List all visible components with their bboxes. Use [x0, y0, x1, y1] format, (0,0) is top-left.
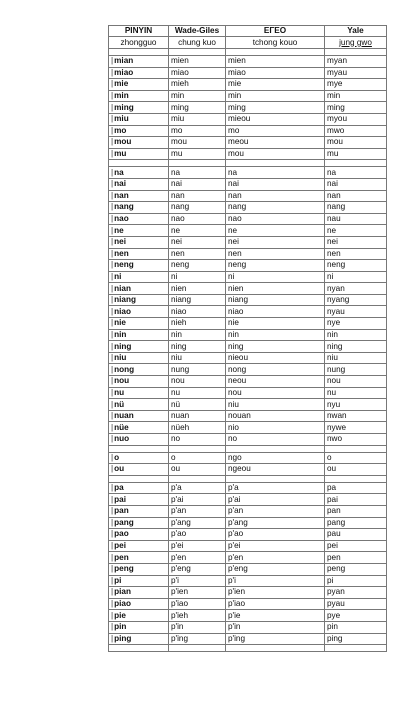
cell-wade-giles: p'en — [169, 552, 226, 564]
cell-yale: nyan — [325, 283, 387, 295]
table-row — [109, 113, 387, 125]
cell-efeo: nan — [226, 190, 325, 202]
cell-wade-giles: p'ing — [169, 633, 226, 645]
table-row — [109, 125, 387, 137]
separator-cell — [226, 160, 325, 167]
cell-efeo: ni — [226, 271, 325, 283]
cell-yale: myau — [325, 67, 387, 79]
cell-wade-giles: ou — [169, 464, 226, 476]
separator-cell — [169, 445, 226, 452]
cell-efeo: p'ao — [226, 529, 325, 541]
table-row — [109, 137, 387, 149]
cell-yale: pen — [325, 552, 387, 564]
separator-cell — [169, 160, 226, 167]
cell-pinyin: | nian — [109, 283, 169, 295]
cell-yale: pai — [325, 494, 387, 506]
table-row — [109, 318, 387, 330]
cell-yale: nai — [325, 178, 387, 190]
cell-wade-giles: nu — [169, 387, 226, 399]
cell-efeo: nao — [226, 213, 325, 225]
cell-pinyin: | nen — [109, 248, 169, 260]
cell-wade-giles: p'eng — [169, 563, 226, 575]
cell-yale: min — [325, 90, 387, 102]
cell-efeo: p'ie — [226, 610, 325, 622]
cell-wade-giles: ni — [169, 271, 226, 283]
table-row — [109, 202, 387, 214]
cell-efeo: mou — [226, 148, 325, 160]
cell-pinyin: | pao — [109, 529, 169, 541]
cell-pinyin: | niu — [109, 352, 169, 364]
separator-cell — [325, 475, 387, 482]
header-pinyin: PINYIN — [109, 26, 169, 37]
separator-cell — [325, 49, 387, 56]
cell-pinyin: | ping — [109, 633, 169, 645]
cell-pinyin: | piao — [109, 598, 169, 610]
cell-efeo: p'i — [226, 575, 325, 587]
cell-efeo: p'ei — [226, 540, 325, 552]
header-wade-giles: Wade-Giles — [169, 26, 226, 37]
cell-yale: na — [325, 167, 387, 179]
cell-pinyin: | ming — [109, 102, 169, 114]
cell-pinyin: | nu — [109, 387, 169, 399]
table-row — [109, 352, 387, 364]
cell-wade-giles: nao — [169, 213, 226, 225]
cell-yale: nyang — [325, 294, 387, 306]
table-row — [109, 236, 387, 248]
cell-yale: mou — [325, 137, 387, 149]
cell-pinyin: | pang — [109, 517, 169, 529]
cell-wade-giles: nung — [169, 364, 226, 376]
cell-pinyin: | mou — [109, 137, 169, 149]
cell-efeo: nen — [226, 248, 325, 260]
cell-efeo: niang — [226, 294, 325, 306]
cell-pinyin: | ou — [109, 464, 169, 476]
cell-wade-giles: mo — [169, 125, 226, 137]
table-row — [109, 306, 387, 318]
cell-yale: nou — [325, 376, 387, 388]
cell-efeo: p'eng — [226, 563, 325, 575]
separator-cell — [169, 475, 226, 482]
table-row — [109, 410, 387, 422]
cell-yale: mye — [325, 79, 387, 91]
cell-wade-giles: niao — [169, 306, 226, 318]
table-row — [109, 178, 387, 190]
cell-yale: ming — [325, 102, 387, 114]
cell-pinyin: | nang — [109, 202, 169, 214]
cell-efeo: nie — [226, 318, 325, 330]
cell-wade-giles: p'ang — [169, 517, 226, 529]
table-row — [109, 563, 387, 575]
cell-wade-giles: p'a — [169, 482, 226, 494]
separator-cell — [325, 445, 387, 452]
cell-efeo: ne — [226, 225, 325, 237]
cell-wade-giles: o — [169, 452, 226, 464]
cell-wade-giles: niang — [169, 294, 226, 306]
example-yale: jung gwo — [325, 37, 387, 49]
header-yale: Yale — [325, 26, 387, 37]
separator-cell — [226, 445, 325, 452]
separator-cell — [325, 160, 387, 167]
cell-wade-giles: neng — [169, 260, 226, 272]
cell-wade-giles: miao — [169, 67, 226, 79]
separator-row — [109, 645, 387, 652]
cell-yale: pyan — [325, 587, 387, 599]
cell-efeo: nou — [226, 387, 325, 399]
cell-pinyin: | pa — [109, 482, 169, 494]
cell-pinyin: | niao — [109, 306, 169, 318]
cell-pinyin: | pi — [109, 575, 169, 587]
cell-yale: nwan — [325, 410, 387, 422]
cell-wade-giles: nan — [169, 190, 226, 202]
cell-pinyin: | nie — [109, 318, 169, 330]
cell-efeo: p'iao — [226, 598, 325, 610]
cell-efeo: mieou — [226, 113, 325, 125]
cell-efeo: nio — [226, 422, 325, 434]
table-row — [109, 190, 387, 202]
table-row — [109, 364, 387, 376]
table-row — [109, 399, 387, 411]
table-row — [109, 621, 387, 633]
cell-efeo: ming — [226, 102, 325, 114]
table-row — [109, 610, 387, 622]
table-row — [109, 79, 387, 91]
table-row — [109, 148, 387, 160]
separator-cell — [226, 49, 325, 56]
separator-row — [109, 49, 387, 56]
cell-wade-giles: p'in — [169, 621, 226, 633]
cell-wade-giles: nang — [169, 202, 226, 214]
cell-efeo: no — [226, 434, 325, 446]
table-row — [109, 225, 387, 237]
cell-yale: myou — [325, 113, 387, 125]
cell-pinyin: | miu — [109, 113, 169, 125]
cell-pinyin: | miao — [109, 67, 169, 79]
table-body — [109, 49, 387, 652]
table-row — [109, 387, 387, 399]
cell-pinyin: | ning — [109, 341, 169, 353]
cell-pinyin: | ne — [109, 225, 169, 237]
cell-yale: myan — [325, 56, 387, 68]
cell-wade-giles: p'ai — [169, 494, 226, 506]
cell-wade-giles: nin — [169, 329, 226, 341]
cell-wade-giles: mu — [169, 148, 226, 160]
cell-efeo: nieou — [226, 352, 325, 364]
table-row — [109, 464, 387, 476]
cell-pinyin: | pan — [109, 505, 169, 517]
cell-efeo: mien — [226, 56, 325, 68]
table-row — [109, 575, 387, 587]
cell-pinyin: | mo — [109, 125, 169, 137]
cell-efeo: meou — [226, 137, 325, 149]
table-row — [109, 598, 387, 610]
table-row — [109, 329, 387, 341]
cell-efeo: nong — [226, 364, 325, 376]
cell-efeo: nei — [226, 236, 325, 248]
cell-pinyin: | nin — [109, 329, 169, 341]
table-row — [109, 248, 387, 260]
cell-yale: nau — [325, 213, 387, 225]
cell-pinyin: | pen — [109, 552, 169, 564]
cell-pinyin: | nai — [109, 178, 169, 190]
cell-yale: pa — [325, 482, 387, 494]
cell-wade-giles: mien — [169, 56, 226, 68]
cell-yale: niu — [325, 352, 387, 364]
cell-efeo: nien — [226, 283, 325, 295]
cell-pinyin: | niang — [109, 294, 169, 306]
cell-yale: o — [325, 452, 387, 464]
cell-wade-giles: mieh — [169, 79, 226, 91]
cell-pinyin: | mu — [109, 148, 169, 160]
cell-wade-giles: nen — [169, 248, 226, 260]
table-row — [109, 422, 387, 434]
cell-pinyin: | pie — [109, 610, 169, 622]
table-row — [109, 260, 387, 272]
cell-yale: nwo — [325, 434, 387, 446]
cell-yale: pei — [325, 540, 387, 552]
cell-efeo: neou — [226, 376, 325, 388]
cell-yale: pan — [325, 505, 387, 517]
cell-yale: nyau — [325, 306, 387, 318]
cell-yale: nen — [325, 248, 387, 260]
cell-pinyin: | na — [109, 167, 169, 179]
cell-pinyin: | nong — [109, 364, 169, 376]
table-row — [109, 271, 387, 283]
cell-yale: ni — [325, 271, 387, 283]
separator-cell — [226, 475, 325, 482]
cell-wade-giles: nieh — [169, 318, 226, 330]
cell-wade-giles: miu — [169, 113, 226, 125]
cell-wade-giles: no — [169, 434, 226, 446]
cell-efeo: ning — [226, 341, 325, 353]
separator-cell — [169, 49, 226, 56]
cell-efeo: p'ien — [226, 587, 325, 599]
example-row — [109, 37, 387, 49]
cell-pinyin: | pian — [109, 587, 169, 599]
cell-yale: ne — [325, 225, 387, 237]
cell-wade-giles: p'ieh — [169, 610, 226, 622]
cell-wade-giles: nü — [169, 399, 226, 411]
cell-wade-giles: ne — [169, 225, 226, 237]
header-efeo: ΕΓΕΟ — [226, 26, 325, 37]
cell-efeo: p'ang — [226, 517, 325, 529]
cell-wade-giles: p'iao — [169, 598, 226, 610]
cell-pinyin: | nü — [109, 399, 169, 411]
cell-wade-giles: min — [169, 90, 226, 102]
cell-pinyin: | neng — [109, 260, 169, 272]
table-row — [109, 283, 387, 295]
cell-wade-giles: na — [169, 167, 226, 179]
cell-yale: mwo — [325, 125, 387, 137]
cell-wade-giles: niu — [169, 352, 226, 364]
cell-efeo: na — [226, 167, 325, 179]
cell-efeo: neng — [226, 260, 325, 272]
example-efeo: tchong kouo — [226, 37, 325, 49]
cell-yale: mu — [325, 148, 387, 160]
cell-efeo: miao — [226, 67, 325, 79]
cell-pinyin: | pai — [109, 494, 169, 506]
cell-efeo: mie — [226, 79, 325, 91]
separator-cell — [109, 645, 169, 652]
separator-cell — [226, 645, 325, 652]
cell-yale: pyau — [325, 598, 387, 610]
cell-efeo: p'en — [226, 552, 325, 564]
table-row — [109, 482, 387, 494]
table-row — [109, 376, 387, 388]
cell-wade-giles: mou — [169, 137, 226, 149]
cell-wade-giles: nei — [169, 236, 226, 248]
header-row — [109, 26, 387, 37]
cell-yale: neng — [325, 260, 387, 272]
cell-wade-giles: p'ei — [169, 540, 226, 552]
cell-yale: nin — [325, 329, 387, 341]
cell-efeo: nai — [226, 178, 325, 190]
table-row — [109, 434, 387, 446]
cell-efeo: p'an — [226, 505, 325, 517]
separator-cell — [109, 160, 169, 167]
cell-wade-giles: nien — [169, 283, 226, 295]
cell-pinyin: | nei — [109, 236, 169, 248]
cell-wade-giles: nai — [169, 178, 226, 190]
cell-wade-giles: p'ien — [169, 587, 226, 599]
cell-wade-giles: nuan — [169, 410, 226, 422]
cell-pinyin: | nao — [109, 213, 169, 225]
cell-pinyin: | pin — [109, 621, 169, 633]
cell-wade-giles: p'an — [169, 505, 226, 517]
table-row — [109, 341, 387, 353]
cell-wade-giles: nou — [169, 376, 226, 388]
table-row — [109, 552, 387, 564]
separator-cell — [109, 475, 169, 482]
cell-efeo: nin — [226, 329, 325, 341]
table-row — [109, 494, 387, 506]
cell-pinyin: | o — [109, 452, 169, 464]
cell-pinyin: | pei — [109, 540, 169, 552]
cell-wade-giles: ming — [169, 102, 226, 114]
cell-yale: nei — [325, 236, 387, 248]
cell-pinyin: | nou — [109, 376, 169, 388]
table-row — [109, 213, 387, 225]
cell-yale: nung — [325, 364, 387, 376]
separator-cell — [109, 445, 169, 452]
table-row — [109, 452, 387, 464]
cell-wade-giles: nüeh — [169, 422, 226, 434]
cell-yale: nang — [325, 202, 387, 214]
cell-pinyin: | mie — [109, 79, 169, 91]
table-row — [109, 90, 387, 102]
cell-efeo: p'in — [226, 621, 325, 633]
separator-cell — [169, 645, 226, 652]
cell-pinyin: | mian — [109, 56, 169, 68]
cell-efeo: nouan — [226, 410, 325, 422]
cell-efeo: p'a — [226, 482, 325, 494]
cell-wade-giles: p'i — [169, 575, 226, 587]
cell-yale: nywe — [325, 422, 387, 434]
table-row — [109, 540, 387, 552]
table-row — [109, 587, 387, 599]
example-pinyin: zhongguo — [109, 37, 169, 49]
example-wade-giles: chung kuo — [169, 37, 226, 49]
cell-efeo: niu — [226, 399, 325, 411]
table-row — [109, 633, 387, 645]
table-row — [109, 102, 387, 114]
cell-yale: pau — [325, 529, 387, 541]
cell-yale: pi — [325, 575, 387, 587]
cell-wade-giles: ning — [169, 341, 226, 353]
separator-row — [109, 160, 387, 167]
separator-row — [109, 475, 387, 482]
cell-yale: nyu — [325, 399, 387, 411]
cell-efeo: ngo — [226, 452, 325, 464]
cell-yale: nye — [325, 318, 387, 330]
cell-yale: peng — [325, 563, 387, 575]
cell-efeo: p'ai — [226, 494, 325, 506]
separator-cell — [325, 645, 387, 652]
cell-yale: ping — [325, 633, 387, 645]
table-row — [109, 294, 387, 306]
separator-cell — [109, 49, 169, 56]
separator-row — [109, 445, 387, 452]
table-row — [109, 67, 387, 79]
romanization-table — [108, 25, 387, 652]
cell-pinyin: | min — [109, 90, 169, 102]
cell-yale: nu — [325, 387, 387, 399]
cell-pinyin: | nuo — [109, 434, 169, 446]
cell-efeo: nang — [226, 202, 325, 214]
cell-yale: pin — [325, 621, 387, 633]
cell-pinyin: | ni — [109, 271, 169, 283]
cell-pinyin: | nuan — [109, 410, 169, 422]
table-row — [109, 517, 387, 529]
cell-wade-giles: p'ao — [169, 529, 226, 541]
cell-pinyin: | nüe — [109, 422, 169, 434]
cell-yale: pye — [325, 610, 387, 622]
cell-yale: nan — [325, 190, 387, 202]
cell-yale: ning — [325, 341, 387, 353]
table-row — [109, 529, 387, 541]
table-row — [109, 505, 387, 517]
table-row — [109, 167, 387, 179]
cell-efeo: min — [226, 90, 325, 102]
romanization-sheet — [108, 25, 386, 652]
cell-pinyin: | nan — [109, 190, 169, 202]
cell-yale: ou — [325, 464, 387, 476]
cell-efeo: ngeou — [226, 464, 325, 476]
table-row — [109, 56, 387, 68]
cell-yale: pang — [325, 517, 387, 529]
cell-efeo: niao — [226, 306, 325, 318]
cell-pinyin: | peng — [109, 563, 169, 575]
cell-efeo: mo — [226, 125, 325, 137]
cell-efeo: p'ing — [226, 633, 325, 645]
